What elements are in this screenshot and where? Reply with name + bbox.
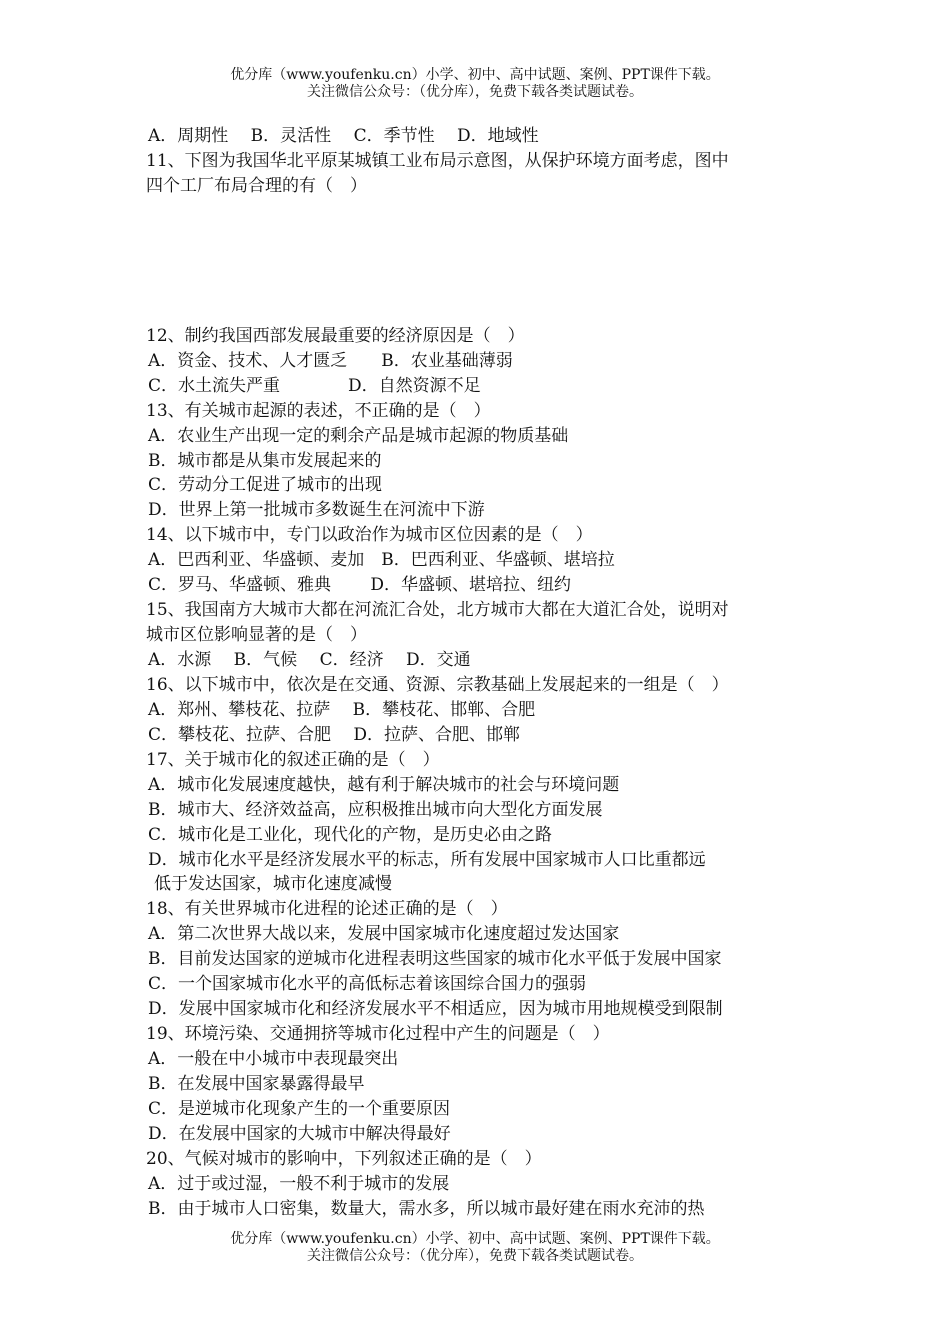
q13-option-d: D．世界上第一批城市多数诞生在河流中下游 [148, 500, 485, 521]
q15-stem-cont: 城市区位影响显著的是（ ） [146, 625, 367, 646]
footer-line-2: 关注微信公众号：（优分库），免费下载各类试题试卷。 [307, 1248, 643, 1264]
q13-option-a: A．农业生产出现一定的剩余产品是城市起源的物质基础 [148, 425, 569, 446]
figure-space [146, 199, 826, 324]
footer-line-1: 优分库（www.youfenku.cn）小学、初中、高中试题、案例、PPT课件下载。 [230, 1231, 720, 1247]
q12-stem: 12、制约我国西部发展最重要的经济原因是（ ） [146, 325, 525, 346]
q19-stem: 19、环境污染、交通拥挤等城市化过程中产生的问题是（ ） [146, 1024, 610, 1045]
header-line-2: 关注微信公众号：（优分库），免费下载各类试题试卷。 [307, 84, 643, 100]
q17-option-a: A．城市化发展速度越快，越有利于解决城市的社会与环境问题 [148, 774, 620, 795]
q17-option-d-cont: 低于发达国家，城市化速度减慢 [154, 874, 392, 895]
q20-option-a: A．过于或过湿，一般不利于城市的发展 [148, 1173, 450, 1194]
q14-options-ab: A．巴西利亚、华盛顿、麦加 B．巴西利亚、华盛顿、堪培拉 [148, 550, 615, 571]
q20-stem: 20、气候对城市的影响中，下列叙述正确的是（ ） [146, 1148, 542, 1169]
q10-options: A．周期性 B．灵活性 C．季节性 D．地域性 [148, 126, 539, 146]
page-header [0, 67, 950, 101]
q15-stem: 15、我国南方大城市大都在河流汇合处，北方城市大都在大道汇合处，说明对 [146, 600, 729, 621]
q19-option-a: A．一般在中小城市中表现最突出 [148, 1049, 399, 1069]
q12-options-cd: C．水土流失严重 D．自然资源不足 [148, 375, 481, 396]
q12-options-ab: A．资金、技术、人才匮乏 B．农业基础薄弱 [148, 350, 513, 371]
q16-options-ab: A．郑州、攀枝花、拉萨 B．攀枝花、邯郸、合肥 [148, 699, 536, 720]
q11-stem: 11、下图为我国华北平原某城镇工业布局示意图，从保护环境方面考虑，图中 [146, 150, 729, 171]
q17-option-b: B．城市大、经济效益高，应积极推出城市向大型化方面发展 [148, 799, 603, 820]
q14-options-cd: C．罗马、华盛顿、雅典 D．华盛顿、堪培拉、纽约 [148, 575, 572, 596]
exam-body [146, 124, 826, 1222]
q18-option-c: C．一个国家城市化水平的高低标志着该国综合国力的强弱 [148, 974, 587, 995]
q13-stem: 13、有关城市起源的表述，不正确的是（ ） [146, 400, 491, 421]
q19-option-d: D．在发展中国家的大城市中解决得最好 [148, 1123, 451, 1144]
q13-option-b: B．城市都是从集市发展起来的 [148, 450, 382, 471]
q17-option-c: C．城市化是工业化，现代化的产物，是历史必由之路 [148, 824, 553, 845]
q13-option-c: C．劳动分工促进了城市的出现 [148, 475, 383, 496]
page-footer [0, 1231, 950, 1265]
q18-stem: 18、有关世界城市化进程的论述正确的是（ ） [146, 899, 508, 920]
q19-option-b: B．在发展中国家暴露得最早 [148, 1073, 365, 1094]
q18-option-d: D．发展中国家城市化和经济发展水平不相适应，因为城市用地规模受到限制 [148, 999, 723, 1020]
q11-stem-cont: 四个工厂布局合理的有（ ） [146, 175, 367, 196]
q20-option-b: B．由于城市人口密集，数量大，需水多，所以城市最好建在雨水充沛的热 [148, 1198, 705, 1219]
q17-option-d: D．城市化水平是经济发展水平的标志，所有发展中国家城市人口比重都远 [148, 849, 706, 870]
q18-option-a: A．第二次世界大战以来，发展中国家城市化速度超过发达国家 [148, 924, 620, 945]
header-line-1: 优分库（www.youfenku.cn）小学、初中、高中试题、案例、PPT课件下载。 [230, 67, 720, 83]
q19-option-c: C．是逆城市化现象产生的一个重要原因 [148, 1098, 451, 1119]
q14-stem: 14、以下城市中，专门以政治作为城市区位因素的是（ ） [146, 525, 593, 546]
q16-stem: 16、以下城市中，依次是在交通、资源、宗教基础上发展起来的一组是（ ） [146, 674, 729, 695]
q17-stem: 17、关于城市化的叙述正确的是（ ） [146, 749, 440, 770]
q18-option-b: B．目前发达国家的逆城市化进程表明这些国家的城市化水平低于发展中国家 [148, 949, 722, 970]
q16-options-cd: C．攀枝花、拉萨、合肥 D．拉萨、合肥、邯郸 [148, 724, 521, 745]
q15-options: A．水源 B．气候 C．经济 D．交通 [148, 650, 471, 670]
